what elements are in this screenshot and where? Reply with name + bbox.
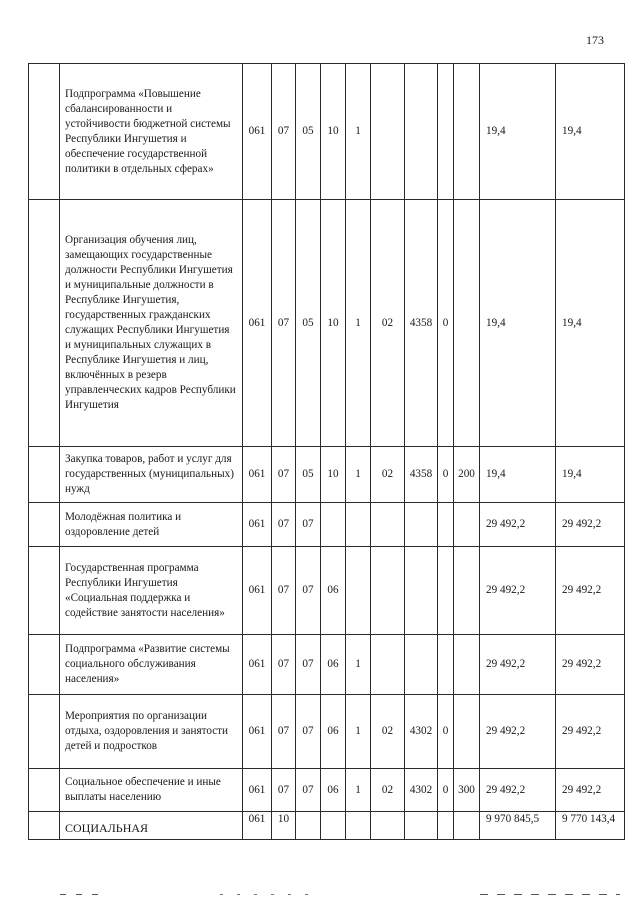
table-row	[29, 547, 625, 635]
amount-cell: 29 492,2	[556, 695, 625, 769]
code-cell: 07	[296, 547, 321, 635]
code-cell	[321, 503, 346, 547]
row-index-cell	[29, 200, 60, 447]
code-cell	[405, 547, 438, 635]
code-cell	[438, 64, 454, 200]
code-cell	[454, 547, 480, 635]
code-cell: 07	[272, 635, 296, 695]
row-name: Подпрограмма «Повышение сбалансированности и устойчивости бюджетной системы Республики Ингушетия и обеспечение государственной политики в отдельных сферах»	[60, 64, 243, 200]
code-cell	[346, 812, 371, 840]
code-cell: 07	[272, 200, 296, 447]
amount-cell: 19,4	[480, 64, 556, 200]
code-cell: 07	[296, 635, 321, 695]
amount-cell: 29 492,2	[556, 547, 625, 635]
code-cell	[321, 812, 346, 840]
code-cell	[371, 635, 405, 695]
code-cell: 07	[272, 695, 296, 769]
code-cell: 10	[321, 64, 346, 200]
code-cell	[405, 812, 438, 840]
code-cell: 4358	[405, 200, 438, 447]
amount-cell: 19,4	[480, 200, 556, 447]
table-row	[29, 695, 625, 769]
code-cell: 4302	[405, 695, 438, 769]
code-cell: 02	[371, 200, 405, 447]
code-cell: 07	[272, 503, 296, 547]
code-cell: 061	[243, 695, 272, 769]
code-cell: 07	[272, 547, 296, 635]
code-cell	[371, 812, 405, 840]
row-index-cell	[29, 547, 60, 635]
code-cell: 06	[321, 547, 346, 635]
code-cell	[371, 503, 405, 547]
row-index-cell	[29, 503, 60, 547]
code-cell: 07	[272, 769, 296, 812]
code-cell: 061	[243, 812, 272, 840]
amount-cell: 29 492,2	[480, 769, 556, 812]
code-cell: 07	[296, 769, 321, 812]
row-name: Государственная программа Республики Ингушетия «Социальная поддержка и содействие занятости населения»	[60, 547, 243, 635]
code-cell	[296, 812, 321, 840]
code-cell	[454, 200, 480, 447]
amount-cell: 19,4	[556, 200, 625, 447]
row-name: Закупка товаров, работ и услуг для государственных (муниципальных) нужд	[60, 447, 243, 503]
amount-cell: 29 492,2	[480, 635, 556, 695]
code-cell: 1	[346, 635, 371, 695]
code-cell: 02	[371, 769, 405, 812]
code-cell: 1	[346, 695, 371, 769]
table-row	[29, 447, 625, 503]
amount-cell: 29 492,2	[480, 695, 556, 769]
code-cell: 10	[272, 812, 296, 840]
code-cell: 05	[296, 447, 321, 503]
code-cell: 1	[346, 64, 371, 200]
code-cell	[438, 812, 454, 840]
code-cell: 07	[272, 447, 296, 503]
amount-cell: 9 770 143,4	[556, 812, 625, 840]
row-index-cell	[29, 695, 60, 769]
code-cell: 02	[371, 447, 405, 503]
code-cell	[454, 695, 480, 769]
amount-cell: 9 970 845,5	[480, 812, 556, 840]
budget-table	[28, 63, 625, 840]
code-cell	[454, 64, 480, 200]
code-cell: 0	[438, 769, 454, 812]
amount-cell: 29 492,2	[480, 547, 556, 635]
code-cell: 0	[438, 695, 454, 769]
code-cell: 061	[243, 200, 272, 447]
row-name: Молодёжная политика и оздоровление детей	[60, 503, 243, 547]
code-cell: 1	[346, 447, 371, 503]
amount-cell: 19,4	[480, 447, 556, 503]
code-cell	[405, 503, 438, 547]
code-cell	[346, 503, 371, 547]
row-name: СОЦИАЛЬНАЯ	[60, 812, 243, 840]
code-cell: 300	[454, 769, 480, 812]
amount-cell: 29 492,2	[480, 503, 556, 547]
code-cell: 061	[243, 769, 272, 812]
table-row	[29, 503, 625, 547]
table-row	[29, 635, 625, 695]
row-name: Мероприятия по организации отдыха, оздоровления и занятости детей и подростков	[60, 695, 243, 769]
code-cell: 061	[243, 503, 272, 547]
page-number: 173	[586, 33, 604, 47]
code-cell	[454, 503, 480, 547]
code-cell: 200	[454, 447, 480, 503]
code-cell: 07	[296, 695, 321, 769]
code-cell: 10	[321, 447, 346, 503]
row-name: Подпрограмма «Развитие системы социального обслуживания населения»	[60, 635, 243, 695]
row-index-cell	[29, 635, 60, 695]
code-cell: 07	[272, 64, 296, 200]
code-cell: 02	[371, 695, 405, 769]
code-cell: 10	[321, 200, 346, 447]
table-row	[29, 769, 625, 812]
code-cell: 0	[438, 200, 454, 447]
code-cell: 06	[321, 769, 346, 812]
table-row	[29, 200, 625, 447]
code-cell: 061	[243, 447, 272, 503]
code-cell	[405, 64, 438, 200]
code-cell: 4358	[405, 447, 438, 503]
code-cell	[454, 635, 480, 695]
scan-artifact	[60, 893, 620, 896]
row-name: Социальное обеспечение и иные выплаты населению	[60, 769, 243, 812]
code-cell	[371, 64, 405, 200]
code-cell	[454, 812, 480, 840]
row-index-cell	[29, 447, 60, 503]
row-index-cell	[29, 64, 60, 200]
amount-cell: 19,4	[556, 64, 625, 200]
code-cell: 1	[346, 769, 371, 812]
amount-cell: 29 492,2	[556, 769, 625, 812]
code-cell: 4302	[405, 769, 438, 812]
table-row	[29, 812, 625, 840]
code-cell	[371, 547, 405, 635]
code-cell: 061	[243, 64, 272, 200]
row-index-cell	[29, 769, 60, 812]
code-cell: 06	[321, 635, 346, 695]
code-cell	[405, 635, 438, 695]
row-index-cell	[29, 812, 60, 840]
code-cell	[438, 547, 454, 635]
table-row	[29, 64, 625, 200]
code-cell	[438, 635, 454, 695]
code-cell: 0	[438, 447, 454, 503]
amount-cell: 29 492,2	[556, 635, 625, 695]
code-cell: 05	[296, 64, 321, 200]
row-name: Организация обучения лиц, замещающих государственные должности Республики Ингушетия и муниципальные должности в Республике Ингушетия, государственных гражданских служащих Республики Ингушетия и муниципальных служащих в Республике Ингушетия и лиц, включённых в резерв управленческих кадров Республики Ингушетия	[60, 200, 243, 447]
code-cell: 06	[321, 695, 346, 769]
code-cell: 061	[243, 635, 272, 695]
code-cell: 07	[296, 503, 321, 547]
amount-cell: 29 492,2	[556, 503, 625, 547]
code-cell	[438, 503, 454, 547]
code-cell: 05	[296, 200, 321, 447]
code-cell: 1	[346, 200, 371, 447]
amount-cell: 19,4	[556, 447, 625, 503]
code-cell: 061	[243, 547, 272, 635]
code-cell	[346, 547, 371, 635]
